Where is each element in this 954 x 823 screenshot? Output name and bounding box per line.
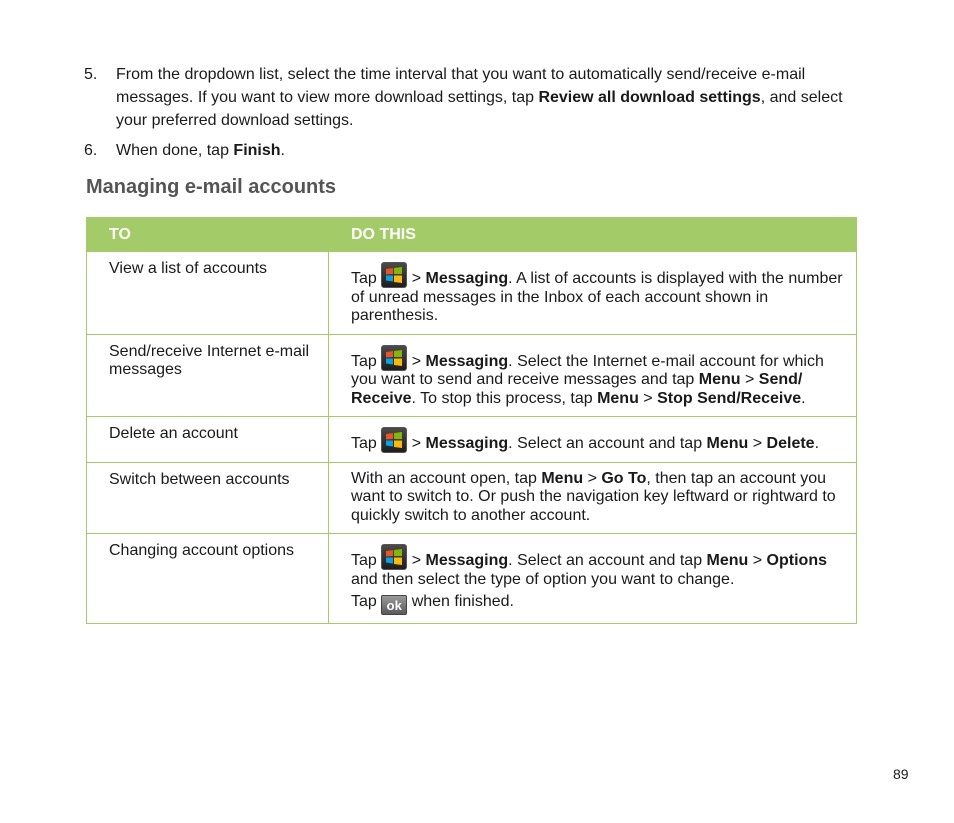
column-header-to: TO bbox=[87, 218, 329, 252]
task-cell: Send/receive Internet e-mail messages bbox=[87, 334, 329, 417]
ok-button-icon: ok bbox=[381, 595, 407, 615]
task-cell: Delete an account bbox=[87, 417, 329, 463]
task-cell: View a list of accounts bbox=[87, 252, 329, 335]
table-row bbox=[87, 534, 857, 624]
table-row bbox=[87, 252, 857, 335]
instruction-cell: Tap > Messaging. Select an account and tap Menu > Options and then select the type of option you want to change. Tap ok when finished. bbox=[329, 534, 857, 624]
task-cell: Switch between accounts bbox=[87, 462, 329, 534]
step-6 bbox=[84, 139, 854, 162]
step-5 bbox=[84, 63, 854, 132]
step-text: When done, tap Finish. bbox=[116, 142, 285, 159]
windows-start-icon bbox=[381, 544, 407, 570]
email-accounts-table bbox=[86, 217, 857, 624]
windows-start-icon bbox=[381, 345, 407, 371]
task-cell: Changing account options bbox=[87, 534, 329, 624]
step-number: 6. bbox=[84, 142, 98, 159]
step-number: 5. bbox=[84, 66, 98, 83]
table-row bbox=[87, 417, 857, 463]
finish-label: Finish bbox=[233, 142, 281, 159]
instruction-cell: Tap > Messaging. A list of accounts is displayed with the number of unread messages in the Inbox of each account shown in parenthesis. bbox=[329, 252, 857, 335]
step-text: From the dropdown list, select the time interval that you want to automatically send/receive e-mail messages. If you want to view more download settings, tap Review all download settings, and select your preferred download settings. bbox=[116, 66, 843, 129]
section-title: Managing e-mail accounts bbox=[86, 176, 337, 198]
instruction-cell: With an account open, tap Menu > Go To, then tap an account you want to switch to. Or push the navigation key leftward or rightward to quickly switch to another account. bbox=[329, 462, 857, 534]
instruction-cell: Tap > Messaging. Select an account and tap Menu > Delete. bbox=[329, 417, 857, 463]
step-list bbox=[84, 63, 854, 169]
table-row bbox=[87, 462, 857, 534]
windows-start-icon bbox=[381, 262, 407, 288]
page-number: 89 bbox=[893, 766, 909, 782]
table-header-row bbox=[87, 218, 857, 252]
windows-start-icon bbox=[381, 427, 407, 453]
column-header-do-this: DO THIS bbox=[329, 218, 857, 252]
table-row bbox=[87, 334, 857, 417]
instruction-cell: Tap > Messaging. Select the Internet e-mail account for which you want to send and receive messages and tap Menu > Send/ Receive. To stop this process, tap Menu > Stop Send/Receive. bbox=[329, 334, 857, 417]
review-settings-label: Review all download settings bbox=[538, 89, 761, 106]
